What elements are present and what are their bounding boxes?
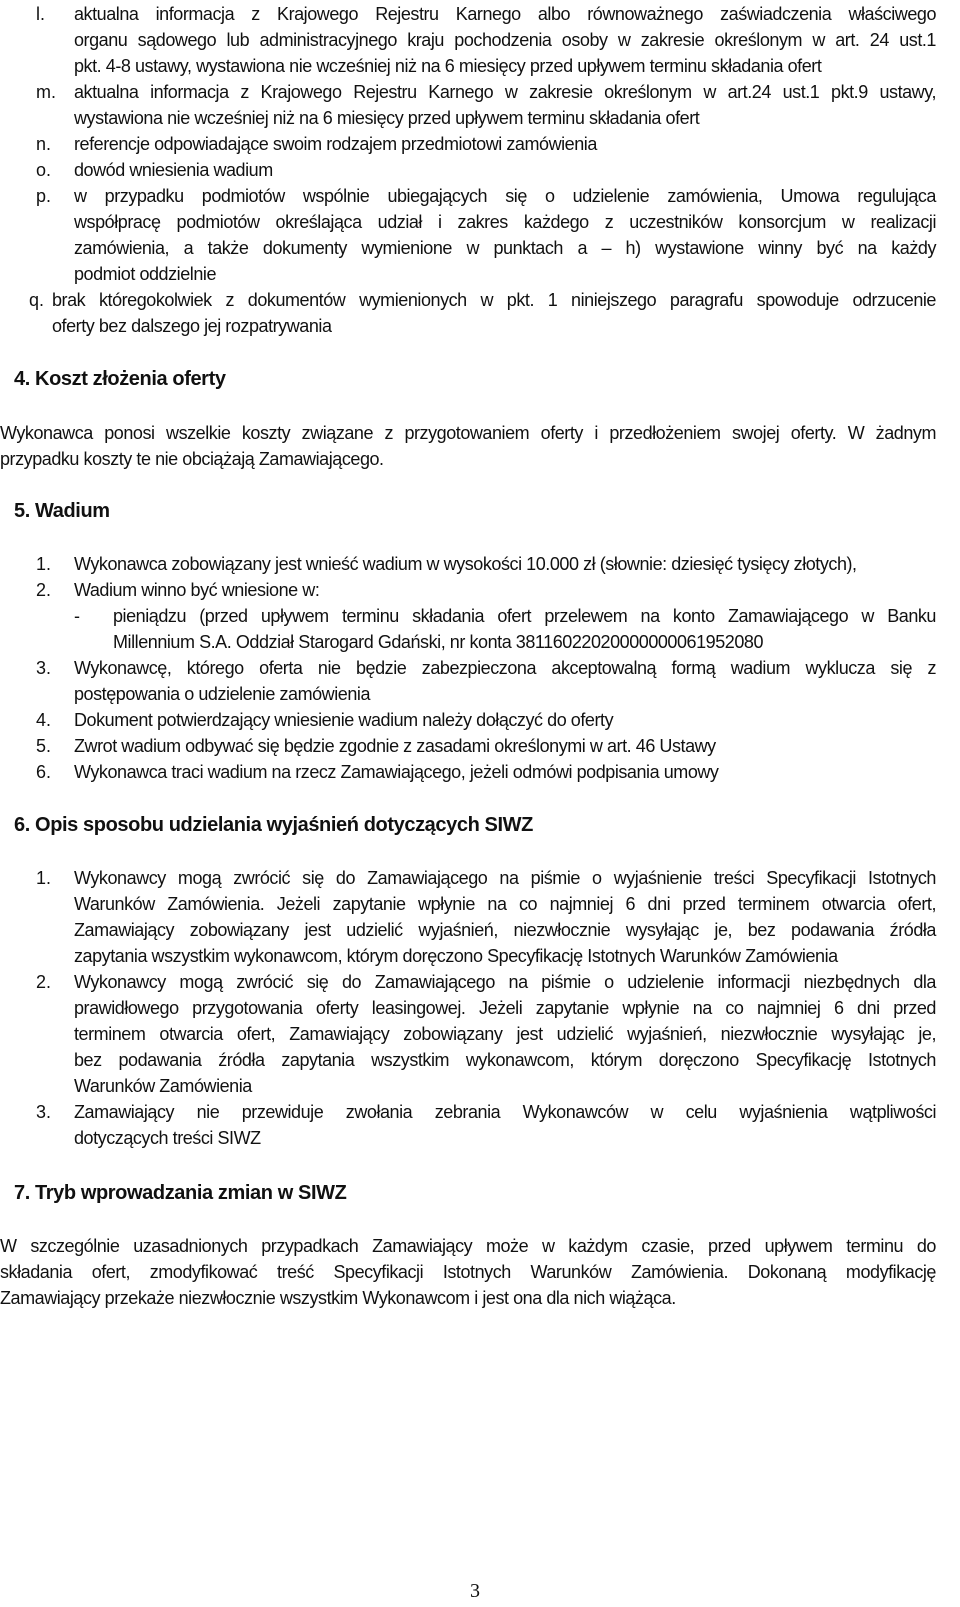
siwz-item-2-line-1: Wykonawcy mogą zwrócić się do Zamawiającego na piśmie o udzielenie informacji niezbędnych dla bbox=[74, 972, 936, 992]
list-label-o: o. bbox=[36, 160, 52, 180]
section-4-line-1: Wykonawca ponosi wszelkie koszty związane z przygotowaniem oferty i przedłożeniem swojej oferty. W żadnym bbox=[0, 423, 936, 443]
item-p-line-4: podmiot oddzielnie bbox=[74, 264, 216, 284]
wadium-item-2-num: 2. bbox=[36, 580, 52, 600]
siwz-item-3-num: 3. bbox=[36, 1102, 52, 1122]
item-m-line-1: aktualna informacja z Krajowego Rejestru Karnego w zakresie określonym w art.24 ust.1 pkt.9 ustawy, bbox=[74, 82, 936, 102]
siwz-item-1-line-1: Wykonawcy mogą zwrócić się do Zamawiającego na piśmie o wyjaśnienie treści Specyfikacji Istotnych bbox=[74, 868, 936, 888]
siwz-item-1-num: 1. bbox=[36, 868, 52, 888]
siwz-item-2-line-5: Warunków Zamówienia bbox=[74, 1076, 252, 1096]
wadium-item-3-num: 3. bbox=[36, 658, 52, 678]
item-o-text: dowód wniesienia wadium bbox=[74, 160, 273, 180]
item-l-line-1: aktualna informacja z Krajowego Rejestru Karnego albo równoważnego zaświadczenia właściwego bbox=[74, 4, 936, 24]
list-label-q: q. bbox=[29, 290, 45, 310]
wadium-dash-line-2: Millennium S.A. Oddział Starogard Gdański, nr konta 38116022020000000061952080 bbox=[113, 632, 764, 652]
section-7-heading: 7. Tryb wprowadzania zmian w SIWZ bbox=[14, 1182, 347, 1204]
item-q-line-1: brak któregokolwiek z dokumentów wymienionych w pkt. 1 niniejszego paragrafu spowoduje odrzucenie bbox=[52, 290, 936, 310]
wadium-dash-marker: - bbox=[74, 606, 80, 626]
siwz-item-1-line-3: Zamawiający zobowiązany jest udzielić wyjaśnień, niezwłocznie wysyłając je, bez podawania źródła bbox=[74, 920, 936, 940]
section-6-heading: 6. Opis sposobu udzielania wyjaśnień dotyczących SIWZ bbox=[14, 814, 533, 836]
section-7-line-3: Zamawiający przekaże niezwłocznie wszystkim Wykonawcom i jest ona dla nich wiążąca. bbox=[0, 1288, 676, 1308]
wadium-item-1-num: 1. bbox=[36, 554, 52, 574]
wadium-item-5-text: Zwrot wadium odbywać się będzie zgodnie z zasadami określonymi w art. 46 Ustawy bbox=[74, 736, 716, 756]
section-5-heading: 5. Wadium bbox=[14, 500, 110, 522]
wadium-item-1-text: Wykonawca zobowiązany jest wnieść wadium w wysokości 10.000 zł (słownie: dziesięć tysięcy złotych), bbox=[74, 554, 857, 574]
siwz-item-1-line-2: Warunków Zamówienia. Jeżeli zapytanie wpłynie na co najmniej 6 dni przed terminem otwarcia ofert, bbox=[74, 894, 936, 914]
wadium-item-5-num: 5. bbox=[36, 736, 52, 756]
item-n-text: referencje odpowiadające swoim rodzajem przedmiotowi zamówienia bbox=[74, 134, 597, 154]
list-label-n: n. bbox=[36, 134, 52, 154]
list-label-m: m. bbox=[36, 82, 56, 102]
list-label-p: p. bbox=[36, 186, 52, 206]
item-l-line-3: pkt. 4-8 ustawy, wystawiona nie wcześniej niż na 6 miesięcy przed upływem terminu składania ofert bbox=[74, 56, 822, 76]
siwz-item-2-line-3: terminem otwarcia ofert, Zamawiający zobowiązany jest udzielić wyjaśnień, niezwłocznie wysyłając je, bbox=[74, 1024, 936, 1044]
wadium-item-6-text: Wykonawca traci wadium na rzecz Zamawiającego, jeżeli odmówi podpisania umowy bbox=[74, 762, 719, 782]
item-q-line-2: oferty bez dalszego jej rozpatrywania bbox=[52, 316, 332, 336]
wadium-item-3-line-2: postępowania o udzielenie zamówienia bbox=[74, 684, 371, 704]
wadium-item-6-num: 6. bbox=[36, 762, 52, 782]
siwz-item-2-num: 2. bbox=[36, 972, 52, 992]
item-m-line-2: wystawiona nie wcześniej niż na 6 miesięcy przed upływem terminu składania ofert bbox=[74, 108, 700, 128]
item-p-line-1: w przypadku podmiotów wspólnie ubiegających się o udzielenie zamówienia, Umowa regulująca bbox=[74, 186, 936, 206]
section-7-line-2: składania ofert, zmodyfikować treść Specyfikacji Istotnych Warunków Zamówienia. Dokonaną modyfikację bbox=[0, 1262, 936, 1282]
siwz-item-3-line-2: dotyczących treści SIWZ bbox=[74, 1128, 261, 1148]
siwz-item-2-line-2: prawidłowego przygotowania oferty leasingowej. Jeżeli zapytanie wpłynie na co najmniej 6 dni przed bbox=[74, 998, 936, 1018]
section-4-line-2: przypadku koszty te nie obciążają Zamawiającego. bbox=[0, 449, 384, 469]
siwz-item-2-line-4: bez podawania źródła zapytania wszystkim wykonawcom, którym doręczono Specyfikację Istotnych bbox=[74, 1050, 936, 1070]
list-label-l: l. bbox=[36, 4, 45, 24]
item-l-line-2: organu sądowego lub administracyjnego kraju pochodzenia osoby w zakresie określonym w art. 24 ust.1 bbox=[74, 30, 936, 50]
wadium-dash-line-1: pieniądzu (przed upływem terminu składania ofert przelewem na konto Zamawiającego w Banku bbox=[113, 606, 936, 626]
siwz-item-3-line-1: Zamawiający nie przewiduje zwołania zebrania Wykonawców w celu wyjaśnienia wątpliwości bbox=[74, 1102, 936, 1122]
siwz-item-1-line-4: zapytania wszystkim wykonawcom, którym doręczono Specyfikację Istotnych Warunków Zamówienia bbox=[74, 946, 838, 966]
wadium-item-3-line-1: Wykonawcę, którego oferta nie będzie zabezpieczona akceptowalną formą wadium wyklucza się z bbox=[74, 658, 936, 678]
item-p-line-3: zamówienia, a także dokumenty wymienione w punktach a – h) wystawione winny być na każdy bbox=[74, 238, 936, 258]
item-p-line-2: współpracę podmiotów określająca udział i zakres każdego z uczestników konsorcjum w realizacji bbox=[74, 212, 936, 232]
section-7-line-1: W szczególnie uzasadnionych przypadkach Zamawiający może w każdym czasie, przed upływem terminu do bbox=[0, 1236, 936, 1256]
section-4-heading: 4. Koszt złożenia oferty bbox=[14, 368, 226, 390]
wadium-item-4-text: Dokument potwierdzający wniesienie wadium należy dołączyć do oferty bbox=[74, 710, 614, 730]
wadium-item-4-num: 4. bbox=[36, 710, 52, 730]
wadium-item-2-text: Wadium winno być wniesione w: bbox=[74, 580, 320, 600]
page-number: 3 bbox=[470, 1580, 480, 1602]
